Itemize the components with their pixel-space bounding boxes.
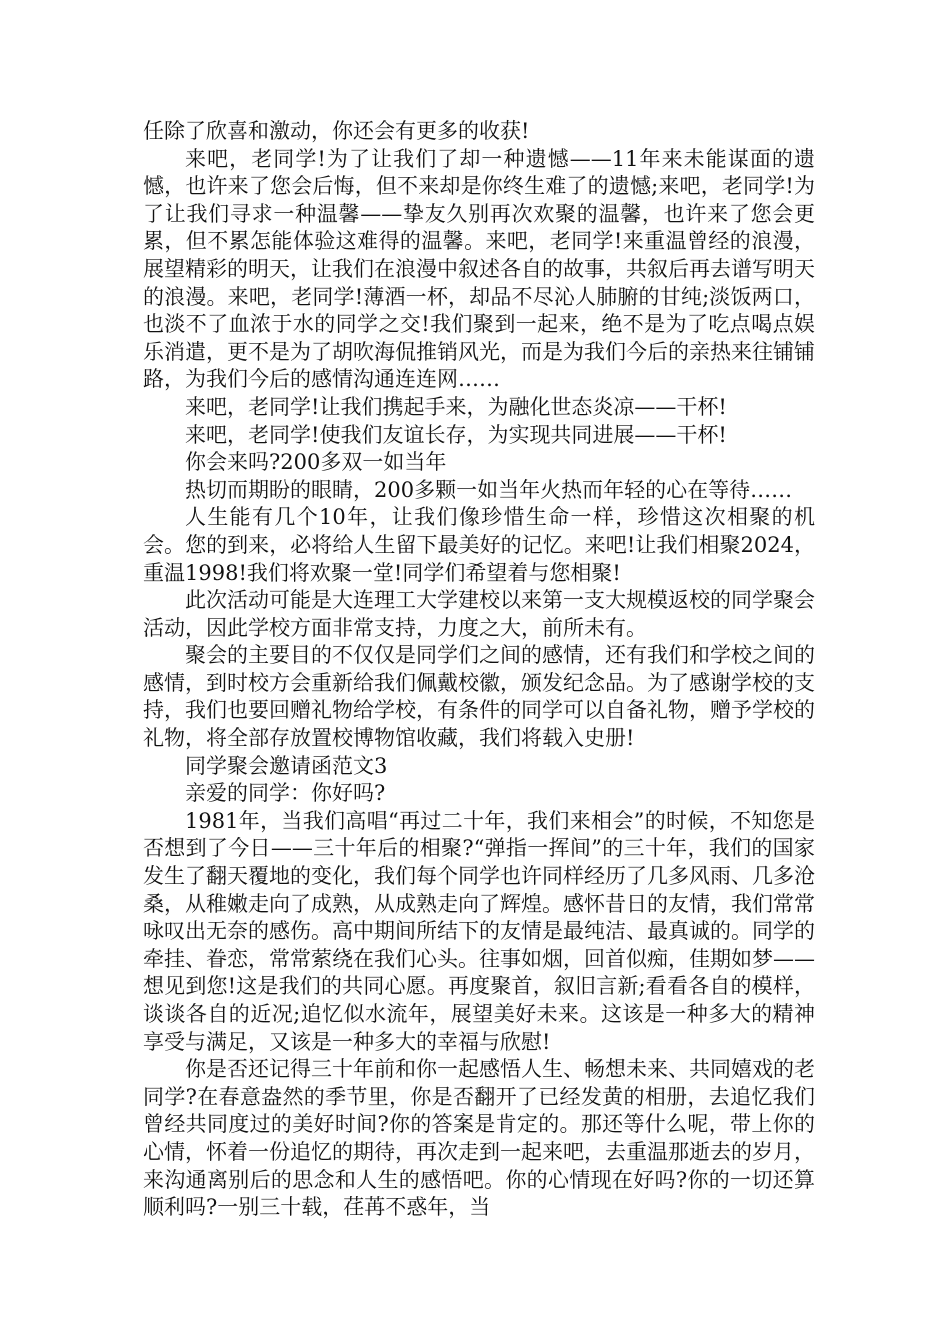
paragraph: 来吧，老同学!让我们携起手来，为融化世态炎凉——干杯! (185, 394, 727, 419)
paragraph: 热切而期盼的眼睛，200多颗一如当年火热而年轻的心在等待…… (185, 477, 793, 502)
paragraph: 任除了欣喜和激动，你还会有更多的收获! (143, 119, 530, 143)
paragraph: 你是否还记得三十年前和你一起感悟人生、畅想未来、共同嬉戏的老同学?在春意盎然的季节里，你是否翻开了已经发黄的相册，去追忆我们曾经共同度过的美好时间?你的答案是肯定的。那还等什么呢，带上你的心情，怀着一份追忆的期待，再次走到一起来吧，去重温那逝去的岁月，来沟通离别后的思念和人生的感悟吧。你的心情现在好吗?你的一切还算顺利吗?一别三十载，荏苒不惑年，当 (143, 1057, 815, 1220)
paragraph: 1981年，当我们高唱“再过二十年，我们来相会”的时候，不知您是否想到了今日——三十年后的相聚?“弹指一挥间”的三十年，我们的国家发生了翻天覆地的变化，我们每个同学也许同样经历了几多风雨、几多沧桑，从稚嫩走向了成熟，从成熟走向了辉煌。感怀昔日的友情，我们常常咏叹出无奈的感伤。高中期间所结下的友情是最纯洁、最真诚的。同学的牵挂、眷恋，常常萦绕在我们心头。往事如烟，回首似痴，佳期如梦——想见到您!这是我们的共同心愿。再度聚首，叙旧言新;看看各自的模样，谈谈各自的近况;追忆似水流年，展望美好未来。这该是一种多大的精神享受与满足，又该是一种多大的幸福与欣慰! (143, 808, 815, 1054)
paragraph: 人生能有几个10年，让我们像珍惜生命一样，珍惜这次相聚的机会。您的到来，必将给人生留下最美好的记忆。来吧!让我们相聚2024，重温1998!我们将欢聚一堂!同学们希望着与您相聚! (143, 505, 815, 585)
paragraph: 你会来吗?200多双一如当年 (185, 450, 447, 475)
section-heading: 同学聚会邀请函范文3 (185, 753, 388, 778)
paragraph: 此次活动可能是大连理工大学建校以来第一支大规模返校的同学聚会活动，因此学校方面非常支持，力度之大，前所未有。 (143, 588, 815, 640)
paragraph: 来吧，老同学!使我们友谊长存，为实现共同进展——干杯! (185, 422, 727, 447)
salutation: 亲爱的同学：你好吗? (185, 781, 386, 806)
paragraph: 来吧，老同学!为了让我们了却一种遗憾——11年来未能谋面的遗憾，也许来了您会后悔，但不来却是你终生难了的遗憾;来吧，老同学!为了让我们寻求一种温馨——挚友久别再次欢聚的温馨，也许来了您会更累，但不累怎能体验这难得的温馨。来吧，老同学!来重温曾经的浪漫，展望精彩的明天，让我们在浪漫中叙述各自的故事，共叙后再去谱写明天的浪漫。来吧，老同学!薄酒一杯，却品不尽沁人肺腑的甘纯;淡饭两口，也淡不了血浓于水的同学之交!我们聚到一起来，绝不是为了吃点喝点娱乐消遣，更不是为了胡吹海侃推销风光，而是为我们今后的亲热来往铺铺路，为我们今后的感情沟通连连网…… (143, 146, 815, 392)
document-body (143, 118, 815, 1222)
paragraph: 聚会的主要目的不仅仅是同学们之间的感情，还有我们和学校之间的感情，到时校方会重新给我们佩戴校徽，颁发纪念品。为了感谢学校的支持，我们也要回赠礼物给学校，有条件的同学可以自备礼物，赠予学校的礼物，将全部存放置校博物馆收藏，我们将载入史册! (143, 643, 815, 751)
